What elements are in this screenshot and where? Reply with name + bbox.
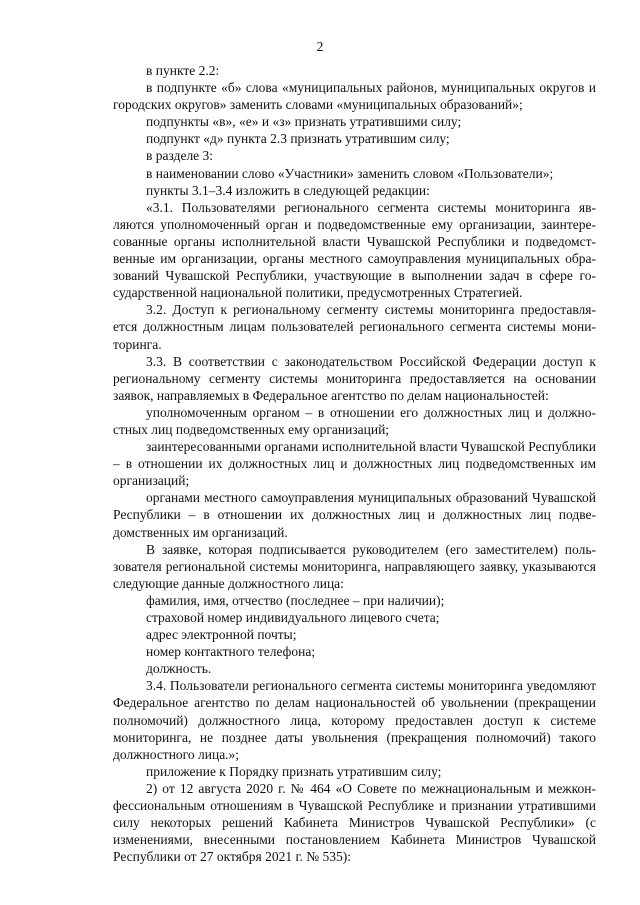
- paragraph: подпункты «в», «е» и «з» признать утратившими силу;: [146, 114, 462, 130]
- paragraph: уполномоченным органом – в отношении его должностных лиц и должностных лиц подведомственных ему организаций;: [113, 404, 596, 437]
- paragraph: подпункт «д» пункта 2.3 признать утратившим силу;: [146, 131, 450, 147]
- paragraph: органами местного самоуправления муниципальных образований Чувашской Республики – в отношении их должностных лиц и должностных лиц подведомственных им организаций.: [113, 490, 596, 540]
- page-number: 2: [316, 39, 324, 54]
- paragraph: 3.3. В соответствии с законодательством Российской Федерации доступ к региональному сегменту системы мониторинга предоставляется на основании заявок, направляемых в Федеральное агентство по делам национальностей:: [113, 353, 596, 403]
- paragraph: должность.: [146, 661, 212, 677]
- paragraph: «3.1. Пользователями регионального сегмента системы мониторинга являются уполномоченный орган и подведомственные ему организации, заинтересованные органы исполнительной власти Чувашской Республики и подведомственные им организации, органы местного самоуправления муниципальных образований Чувашской Республики, участвующие в выполнении задач в сфере государственной национальной политики, предусмотренных Стратегией.: [113, 199, 596, 301]
- paragraph: номер контактного телефона;: [146, 644, 316, 660]
- paragraph: пункты 3.1–3.4 изложить в следующей редакции:: [146, 182, 430, 198]
- paragraph: приложение к Порядку признать утратившим силу;: [146, 763, 442, 779]
- paragraph: 3.2. Доступ к региональному сегменту системы мониторинга предоставляется должностным лицам пользователей регионального сегмента системы мониторинга.: [113, 302, 596, 352]
- paragraph: в подпункте «б» слова «муниципальных районов, муниципальных округов и городских округов» заменить словами «муниципальных образований»;: [113, 80, 596, 113]
- paragraph: В заявке, которая подписывается руководителем (его заместителем) пользователя региональной системы мониторинга, направляющего заявку, указываются следующие данные должностного лица:: [113, 541, 596, 591]
- paragraph: 2) от 12 августа 2020 г. № 464 «О Совете по межнациональным и межконфессиональным отношениям в Чувашской Республике и признании утратившими силу некоторых решений Кабинета Министров Чувашской Республики» (с изменениями, внесенными постановлением Кабинета Министров Чувашской Республики от 27 октября 2021 г. № 535):: [113, 780, 596, 865]
- paragraph: в пункте 2.2:: [146, 63, 220, 78]
- paragraph: адрес электронной почты;: [146, 627, 297, 643]
- paragraph: страховой номер индивидуального лицевого счета;: [146, 610, 440, 625]
- paragraph: в разделе 3:: [146, 148, 214, 164]
- paragraph: заинтересованными органами исполнительной власти Чувашской Республики – в отношении их должностных лиц и должностных лиц подведомственных им организаций;: [113, 439, 596, 489]
- document-body: [113, 62, 596, 865]
- paragraph: фамилия, имя, отчество (последнее – при наличии);: [146, 592, 445, 608]
- paragraph: 3.4. Пользователи регионального сегмента системы мониторинга уведомляют Федеральное агентство по делам национальностей об увольнении (прекращении полномочий) должностного лица, которому предоставлен доступ к системе мониторинга, не позднее даты увольнения (прекращения полномочий) такого должностного лица.»;: [113, 678, 596, 762]
- paragraph: в наименовании слово «Участники» заменить словом «Пользователи»;: [146, 165, 554, 181]
